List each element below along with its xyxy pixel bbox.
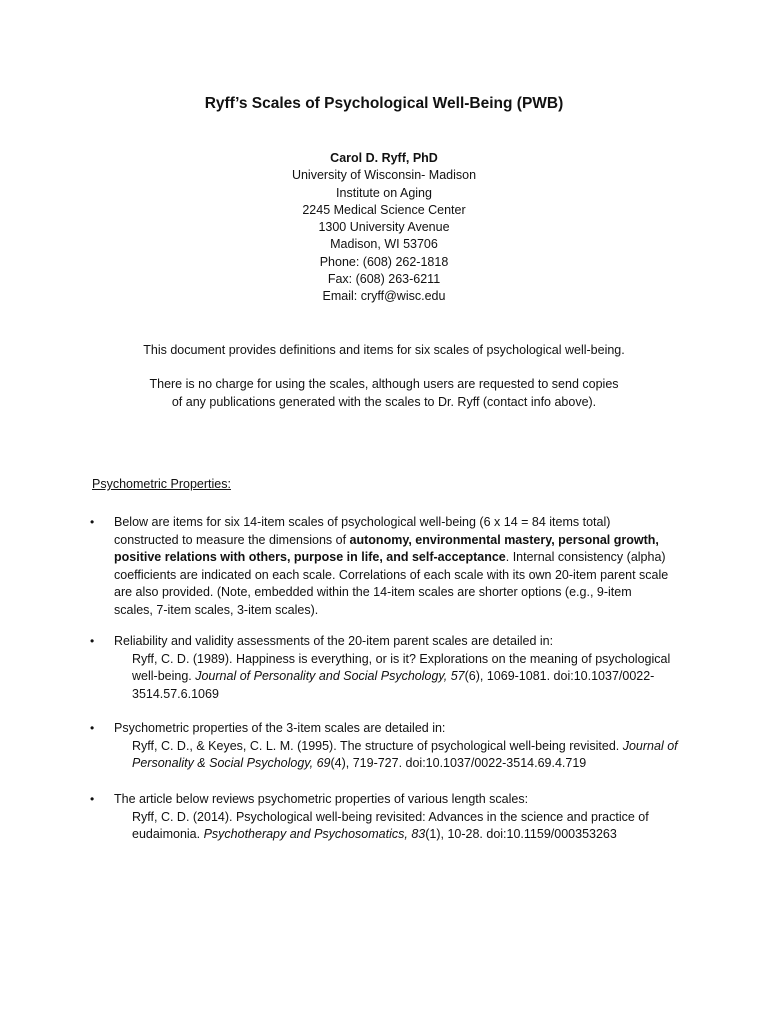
text-run: (1), 10-28. doi:10.1159/000353263 [425,827,617,841]
citation-line [132,738,680,756]
bullet-icon: • [90,721,95,735]
citation-line [132,668,680,686]
journal-name: Personality & Social Psychology, 69 [132,756,331,770]
contact-affiliation: University of Wisconsin- Madison [291,168,477,183]
citation-line [132,755,680,773]
bullet-text-line: Reliability and validity assessments of the 20-item parent scales are detailed in: [114,634,554,648]
citation-ryff-2014 [114,809,680,844]
dimension-names: positive relations with others, purpose in life, and self-acceptance [114,550,506,564]
bullet-icon: • [90,634,95,648]
text-run: (6), 1069-1081. doi:10.1037/0022- [464,669,655,683]
bullet-text-line: are also provided. (Note, embedded within the 14-item scales are shorter options (e.g., 9-item [114,585,632,599]
citation-line: 3514.57.6.1069 [132,686,219,701]
text-run: well-being. [132,669,196,683]
contact-building: 2245 Medical Science Center [302,202,466,217]
citation-line: Ryff, C. D. (2014). Psychological well-being revisited: Advances in the science and practice of [132,809,649,824]
contact-phone: Phone: (608) 262-1818 [319,254,449,269]
journal-name: Journal of Personality and Social Psychology, 57 [195,669,465,683]
bullet-text-line: Psychometric properties of the 3-item scales are detailed in: [114,721,446,735]
text-run: eudaimonia. [132,827,204,841]
bullet-text-line [114,532,680,550]
text-run: Ryff, C. D., & Keyes, C. L. M. (1995). The structure of psychological well-being revisited. [132,738,623,753]
journal-name: Journal of [622,738,678,753]
author-name: Carol D. Ryff, PhD [330,151,438,165]
section-heading [92,476,231,493]
document-title: Ryff’s Scales of Psychological Well-Being (PWB) [204,95,564,112]
contact-street: 1300 University Avenue [318,220,450,235]
intro-description: This document provides definitions and items for six scales of psychological well-being. [143,343,625,357]
contact-institute: Institute on Aging [336,185,432,200]
text-run: (4), 719-727. doi:10.1037/0022-3514.69.4.719 [330,756,587,770]
citation-ryff-keyes-1995 [114,738,680,773]
bullet-icon: • [90,515,95,529]
usage-note-line: There is no charge for using the scales, although users are requested to send copies [149,377,619,391]
bullet-text-line [114,549,680,567]
citation-line: Ryff, C. D. (1989). Happiness is everything, or is it? Explorations on the meaning of psychological [132,651,671,666]
section-heading-text: Psychometric Properties [92,477,228,491]
dimension-names: autonomy, environmental mastery, personal growth, [349,532,659,547]
bullet-text-line: Below are items for six 14-item scales of psychological well-being (6 x 14 = 84 items total) [114,515,611,529]
text-run: constructed to measure the dimensions of [114,532,350,547]
journal-name: Psychotherapy and Psychosomatics, 83 [203,827,426,841]
intro-usage-note [0,376,768,411]
citation-line [132,826,680,844]
contact-fax: Fax: (608) 263-6211 [327,272,441,287]
bullet-text-line: coefficients are indicated on each scale. Correlations of each scale with its own 20-item parent scale [114,567,669,582]
bullet-text-line: The article below reviews psychometric properties of various length scales: [114,792,529,806]
bullet-text-line: scales, 7-item scales, 3-item scales). [114,602,319,617]
section-heading-colon: : [227,477,231,491]
contact-city: Madison, WI 53706 [330,237,438,252]
citation-ryff-1989 [114,651,680,704]
author-contact-block [0,150,768,306]
usage-note-line: of any publications generated with the scales to Dr. Ryff (contact info above). [171,394,597,409]
text-run: . Internal consistency (alpha) [505,550,666,564]
bullet-icon: • [90,792,95,806]
contact-email: Email: cryff@wisc.edu [322,289,446,304]
